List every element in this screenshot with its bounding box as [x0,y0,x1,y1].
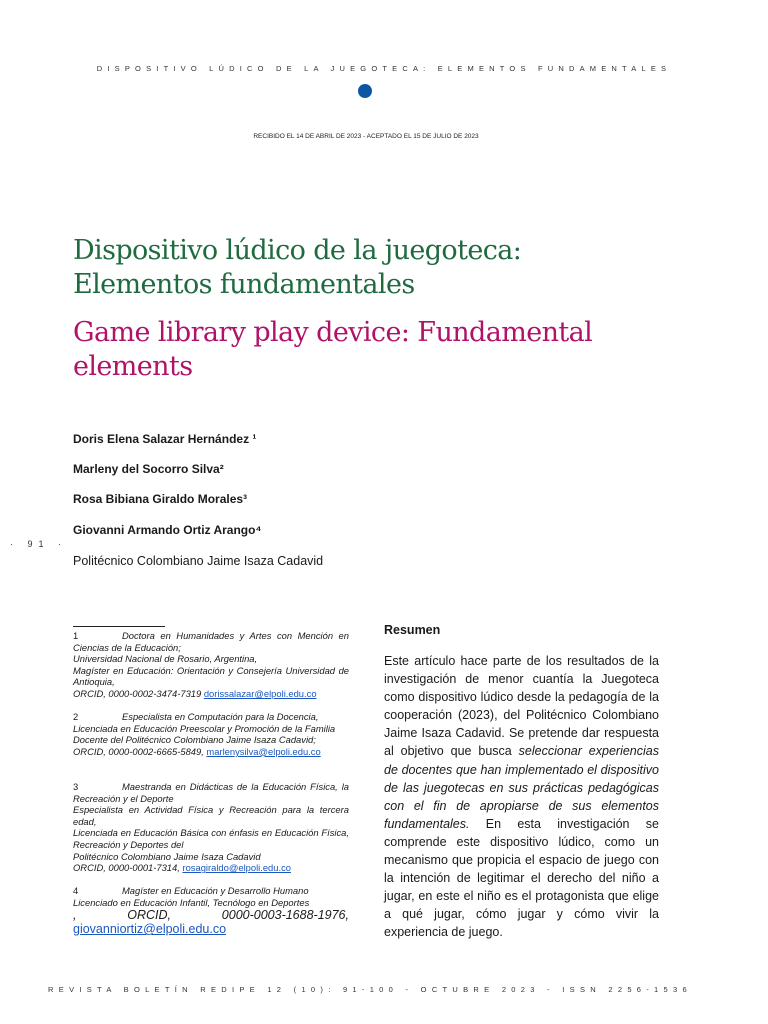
received-accepted-dates: RECIBIDO EL 14 DE ABRIL DE 2023 - ACEPTADO EL 15 DE JULIO DE 2023 [253,133,479,140]
page-number: · 91 · [10,539,68,549]
title-en-line-2: elements [73,351,193,382]
resumen-objective: seleccionar experiencias de docentes que han implementado el dispositivo de las juegotecas en sus prácticas pedagógicas con el fin de apropiarse de sus elementos fundamentales. [384,744,659,831]
email-link-3[interactable]: rosagiraldo@elpoli.edu.co [182,862,291,874]
footnote-rule [73,626,165,627]
title-es-line-2: Elementos fundamentales [73,269,415,300]
author-2: Marleny del Socorro Silva² [73,462,224,476]
author-4: Giovanni Armando Ortiz Arango⁴ [73,523,262,537]
resumen-text-1: Este artículo hace parte de los resultados de la investigación de menor cuantía la Juegoteca como dispositivo lúdico desde la pedagogía de la cooperación (2023), del Politécnico Colombiano Jaime Isaza Cadavid. Se pretende dar respuesta al objetivo que busca [384,654,659,759]
title-english [73,316,693,384]
email-link-2[interactable]: marlenysilva@elpoli.edu.co [206,745,321,757]
footnote-1: 1 Doctora en Humanidades y Artes con Mención en Ciencias de la Educación; Universidad Nacional de Rosario, Argentina, Magíster en Educación: Orientación y Consejería Universidad de Antioquia, ORCID, 0000-0002-3474-7319 dorissalazar@elpoli.edu.co [73,630,349,699]
accent-dot-icon [358,84,372,98]
title-spanish [73,234,693,302]
journal-footer: REVISTA BOLETÍN REDIPE 12 (10): 91-100 - OCTUBRE 2023 - ISSN 2256-1536 [48,985,692,994]
email-link-4[interactable]: giovanniortiz@elpoli.edu.co [73,922,227,937]
affiliation: Politécnico Colombiano Jaime Isaza Cadavid [73,554,324,568]
running-header: DISPOSITIVO LÚDICO DE LA JUEGOTECA: ELEMENTOS FUNDAMENTALES [96,64,672,73]
resumen-text-2: En esta investigación se comprende este dispositivo lúdico, como un mecanismo que propicia el espacio de juego con la intención de legitimar el derecho del niño a jugar, en este el niño es el protagonista que elige a qué jugar, cómo jugar y cómo vivir la experiencia de juego. [384,816,659,940]
title-en-line-1: Game library play device: Fundamental [73,317,593,348]
footnote-2: 2 Especialista en Computación para la Docencia, Licenciada en Educación Preescolar y Promoción de la Familia Docente del Politécnico Colombiano Jaime Isaza Cadavid; ORCID, 0000-0002-6665-5849, marlenysilva@elpoli.edu.co [73,711,336,757]
resumen-body [384,652,659,942]
author-3: Rosa Bibiana Giraldo Morales³ [73,492,248,506]
title-es-line-1: Dispositivo lúdico de la juegoteca: [73,235,522,266]
author-1: Doris Elena Salazar Hernández ¹ [73,432,257,446]
resumen-heading: Resumen [384,623,441,637]
email-link-1[interactable]: dorissalazar@elpoli.edu.co [203,687,317,699]
footnote-4: 4 Magíster en Educación y Desarrollo Humano Licenciado en Educación Infantil, Tecnólogo en Deportes , ORCID, 0000-0003-1688-1976, giovanniortiz@elpoli.edu.co [73,885,349,937]
footnote-3: 3 Maestranda en Didácticas de la Educación Física, la Recreación y el Deporte Especialista en Actividad Física y Recreación para la tercera edad, Licenciada en Educación Básica con énfasis en Educación Física, Recreación y Deportes del Politécnico Colombiano Jaime Isaza Cadavid ORCID, 0000-0001-7314, rosagiraldo@elpoli.edu.co [73,781,349,874]
